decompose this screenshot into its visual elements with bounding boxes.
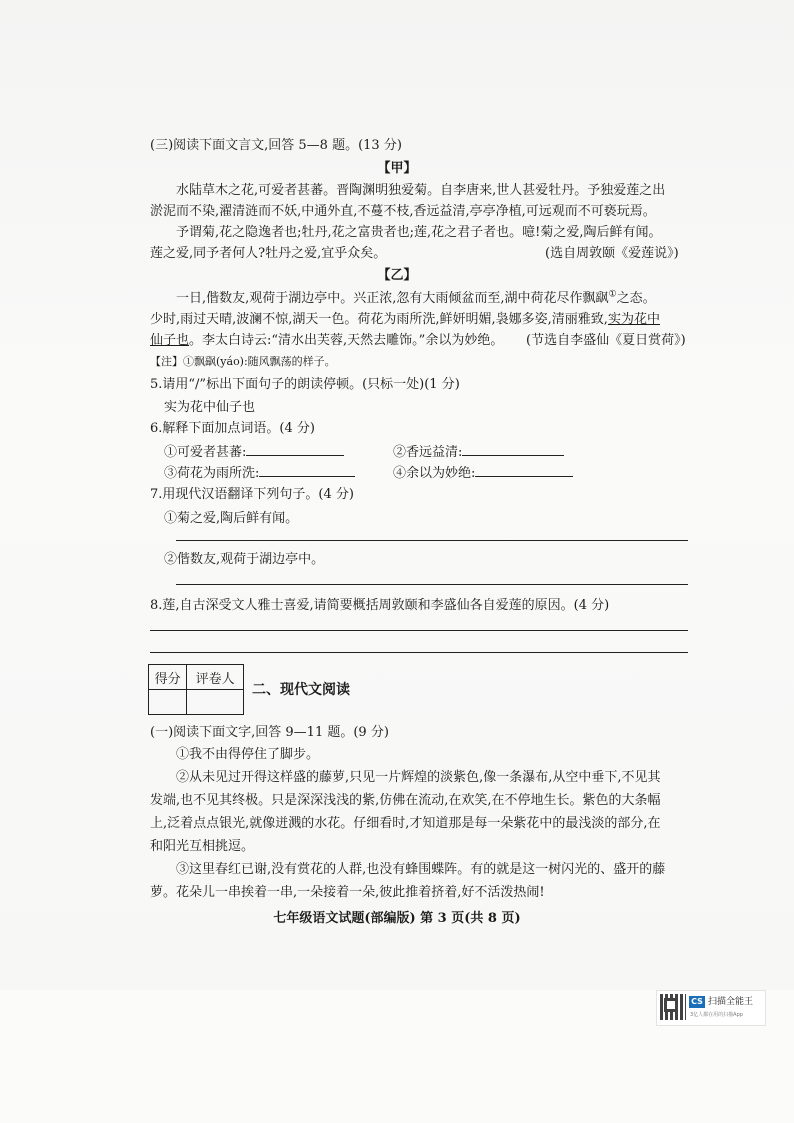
- paragraph-2-line-3: 上,泛着点点银光,就像迸溅的水花。仔细看时,才知道那是每一朵紫花中的最浅淡的部分,在: [150, 816, 661, 831]
- grader-cell[interactable]: [187, 690, 244, 715]
- jia-source: (选自周敦颐《爱莲说》): [545, 246, 679, 261]
- q7-answer-line-1[interactable]: [176, 540, 688, 541]
- section3-intro: (三)阅读下面文言文,回答 5—8 题。(13 分): [150, 138, 402, 153]
- q6-item-3-label: ③荷花为雨所洗:: [164, 466, 260, 481]
- jia-line-3: 予谓菊,花之隐逸者也;牡丹,花之富贵者也;莲,花之君子者也。噫!菊之爱,陶后鲜有闻。: [176, 225, 662, 240]
- annotation-note: 【注】①飘飖(yáo):随风飘荡的样子。: [150, 355, 336, 368]
- q6-answer-4[interactable]: [475, 464, 573, 477]
- q6-item-4: [393, 464, 573, 483]
- yi-underlined-1: 实为花中: [607, 312, 660, 327]
- q7-answer-line-2[interactable]: [176, 584, 688, 585]
- jia-line-4: 莲之爱,同予者何人?牡丹之爱,宜乎众矣。: [150, 246, 387, 261]
- q5-prompt: 5.请用“/”标出下面句子的朗读停顿。(只标一处)(1 分): [150, 377, 460, 392]
- note-marker: ①: [608, 289, 617, 300]
- q6-prompt: 6.解释下面加点词语。(4 分): [150, 421, 315, 436]
- score-header: 得分: [149, 665, 187, 690]
- q8-answer-line-2[interactable]: [150, 652, 688, 653]
- q8-prompt: 8.莲,自古深受文人雅士喜爱,请简要概括周敦颐和李盛仙各自爱莲的原因。(4 分): [150, 598, 610, 613]
- yi-line-2: [150, 311, 660, 329]
- q7-item-1: ①菊之爱,陶后鲜有闻。: [164, 511, 299, 526]
- cs-logo-icon: CS: [689, 996, 705, 1008]
- score-cell[interactable]: [149, 690, 187, 715]
- yi-source: (节选自李盛仙《夏日赏荷》): [526, 333, 686, 348]
- paragraph-3-line-1: ③这里春红已谢,没有赏花的人群,也没有蜂围蝶阵。有的就是这一树闪光的、盛开的藤: [176, 862, 666, 877]
- q5-sentence: 实为花中仙子也: [164, 400, 256, 415]
- scanner-tagline: 3亿人都在用的扫描App: [690, 1012, 743, 1018]
- scanner-app-name: 扫描全能王: [708, 997, 754, 1007]
- q6-item-2-label: ②香远益清:: [393, 445, 463, 460]
- yi-line-3: [150, 332, 503, 350]
- q6-item-2: [393, 443, 564, 462]
- qr-code-icon: [660, 994, 686, 1020]
- yi-line-3-text: 。李太白诗云:“清水出芙蓉,天然去雕饰。”余以为妙绝。: [189, 333, 504, 348]
- yi-line-1-end: 之态。: [616, 291, 656, 306]
- jia-line-1: 水陆草木之花,可爱者甚蕃。晋陶渊明独爱菊。自李唐来,世人甚爱牡丹。予独爱莲之出: [176, 183, 666, 198]
- q8-answer-line-1[interactable]: [150, 630, 688, 631]
- q6-item-1: [164, 443, 344, 462]
- label-yi: 【乙】: [377, 268, 417, 283]
- yi-line-1-text: 一日,偕数友,观荷于湖边亭中。兴正浓,忽有大雨倾盆而至,湖中荷花尽作飘飖: [176, 291, 609, 306]
- section2-title: 二、现代文阅读: [252, 682, 350, 698]
- yi-line-1: [176, 290, 656, 308]
- grader-header: 评卷人: [187, 665, 244, 690]
- q6-answer-1[interactable]: [246, 443, 344, 456]
- page-footer: 七年级语文试题(部编版) 第 3 页(共 8 页): [273, 911, 521, 926]
- q6-answer-3[interactable]: [259, 464, 355, 477]
- q6-item-3: [164, 464, 355, 483]
- q7-prompt: 7.用现代汉语翻译下列句子。(4 分): [150, 487, 354, 502]
- q6-item-4-label: ④余以为妙绝:: [393, 466, 476, 481]
- section2-intro: (一)阅读下面文字,回答 9—11 题。(9 分): [150, 725, 389, 740]
- q7-item-2: ②偕数友,观荷于湖边亭中。: [164, 552, 325, 567]
- label-jia: 【甲】: [377, 161, 417, 176]
- q6-item-1-label: ①可爱者甚蕃:: [164, 445, 247, 460]
- score-box: [148, 664, 244, 715]
- paragraph-2-line-4: 和阳光互相挑逗。: [150, 839, 255, 854]
- paragraph-3-line-2: 萝。花朵儿一串挨着一串,一朵接着一朵,彼此推着挤着,好不活泼热闹!: [150, 885, 545, 900]
- yi-underlined-2: 仙子也: [150, 333, 190, 348]
- yi-line-2-text: 少时,雨过天晴,波澜不惊,湖天一色。荷花为雨所洗,鲜妍明媚,袅娜多姿,清丽雅致,: [150, 312, 608, 327]
- jia-line-2: 淤泥而不染,濯清涟而不妖,中通外直,不蔓不枝,香远益清,亭亭净植,可远观而不可亵玩焉。: [150, 204, 656, 219]
- q6-answer-2[interactable]: [462, 443, 564, 456]
- paragraph-2-line-1: ②从未见过开得这样盛的藤萝,只见一片辉煌的淡紫色,像一条瀑布,从空中垂下,不见其: [176, 770, 661, 785]
- scanner-badge: [656, 990, 766, 1026]
- paragraph-1: ①我不由得停住了脚步。: [176, 747, 320, 762]
- paragraph-2-line-2: 发端,也不见其终极。只是深深浅浅的紫,仿佛在流动,在欢笑,在不停地生长。紫色的大条幅: [150, 793, 661, 808]
